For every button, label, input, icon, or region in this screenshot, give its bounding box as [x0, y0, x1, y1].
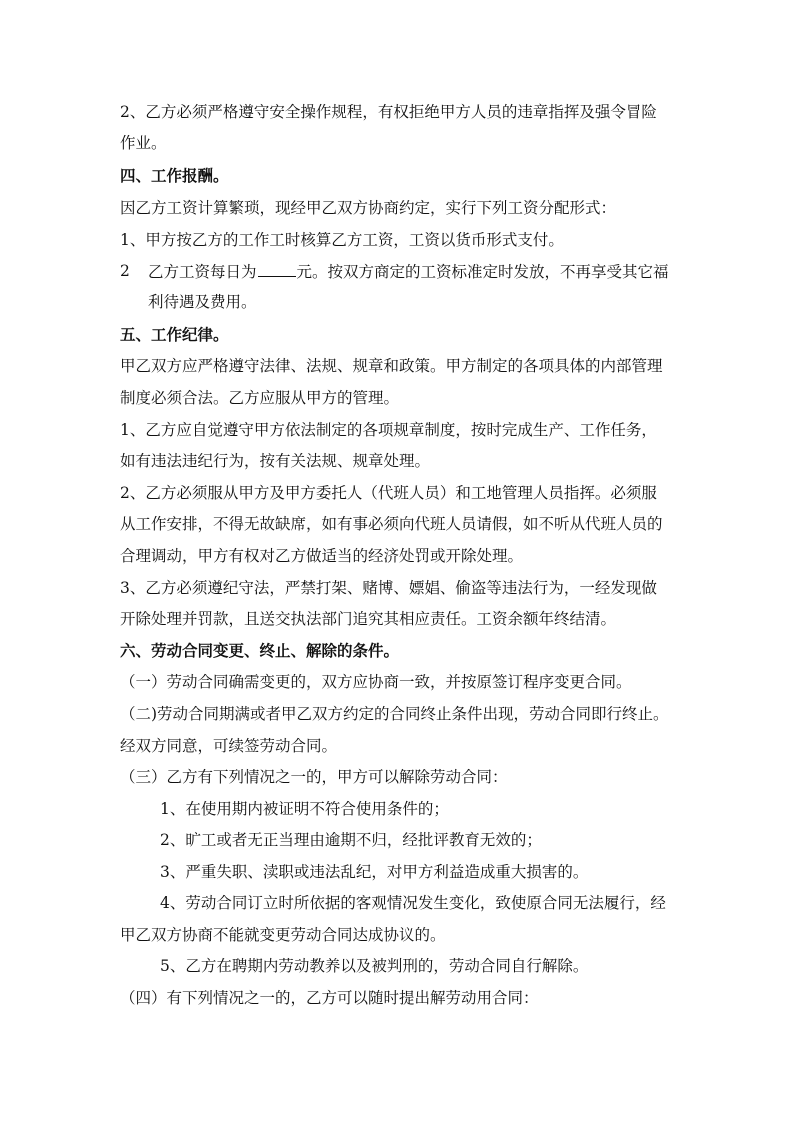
list-item-number: 2	[120, 262, 130, 280]
section-heading: 六、劳动合同变更、终止、解除的条件。	[120, 641, 400, 660]
paragraph-line: 甲乙双方协商不能就变更劳动合同达成协议的。	[120, 926, 446, 944]
paragraph-line: （二)劳动合同期满或者甲乙双方约定的合同终止条件出现，劳动合同即行终止。	[120, 705, 669, 723]
list-item: 4、劳动合同订立时所依据的客观情况发生变化，致使原合同无法履行，经	[160, 894, 666, 912]
wage-text-after-blank: 元。按双方商定的工资标准定时发放，不再享受其它福	[296, 263, 669, 281]
list-item: 5、乙方在聘期内劳动教养以及被判刑的，劳动合同自行解除。	[160, 957, 589, 975]
paragraph-line: 制度必须合法。乙方应服从甲方的管理。	[120, 389, 400, 407]
wage-blank	[258, 260, 296, 277]
paragraph-line: 利待遇及费用。	[148, 293, 257, 311]
paragraph-line: 1、甲方按乙方的工作工时核算乙方工资，工资以货币形式支付。	[120, 231, 564, 249]
list-item: 2、旷工或者无正当理由逾期不归，经批评教育无效的；	[160, 831, 542, 849]
paragraph-line: 开除处理并罚款，且送交执法部门追究其相应责任。工资余额年终结清。	[120, 610, 617, 628]
paragraph-line: （一）劳动合同确需变更的，双方应协商一致，并按原签订程序变更合同。	[120, 673, 632, 691]
section-heading: 四、工作报酬。	[120, 166, 229, 185]
paragraph-line: 经双方同意，可续签劳动合同。	[120, 737, 338, 755]
paragraph-line: （三）乙方有下列情况之一的，甲方可以解除劳动合同：	[120, 768, 508, 786]
list-item: 1、在使用期内被证明不符合使用条件的；	[160, 800, 449, 818]
paragraph-line	[148, 260, 669, 283]
wage-text-before-blank: 乙方工资每日为	[148, 263, 257, 281]
paragraph-line: 从工作安排，不得无故缺席，如有事必须向代班人员请假，如不听从代班人员的	[120, 515, 663, 533]
paragraph-line: 作业。	[120, 134, 167, 152]
paragraph-line: （四）有下列情况之一的，乙方可以随时提出解劳动用合同：	[120, 989, 539, 1007]
paragraph-line: 2、乙方必须严格遵守安全操作规程，有权拒绝甲方人员的违章指挥及强令冒险	[120, 103, 657, 121]
section-heading: 五、工作纪律。	[120, 325, 229, 344]
paragraph-line: 甲乙双方应严格遵守法律、法规、规章和政策。甲方制定的各项具体的内部管理	[120, 357, 663, 375]
paragraph-line: 1、乙方应自觉遵守甲方依法制定的各项规章制度，按时完成生产、工作任务，	[120, 421, 657, 439]
paragraph-line: 如有违法违纪行为，按有关法规、规章处理。	[120, 452, 431, 470]
paragraph-line: 2、乙方必须服从甲方及甲方委托人（代班人员）和工地管理人员指挥。必须服	[120, 484, 657, 502]
paragraph-line: 3、乙方必须遵纪守法，严禁打架、赌博、嫖娼、偷盗等违法行为，一经发现做	[120, 579, 657, 597]
list-item: 3、严重失职、渎职或违法乱纪，对甲方利益造成重大损害的。	[160, 863, 589, 881]
paragraph-line: 因乙方工资计算繁琐，现经甲乙双方协商约定，实行下列工资分配形式：	[120, 199, 617, 217]
paragraph-line: 合理调动，甲方有权对乙方做适当的经济处罚或开除处理。	[120, 547, 524, 565]
